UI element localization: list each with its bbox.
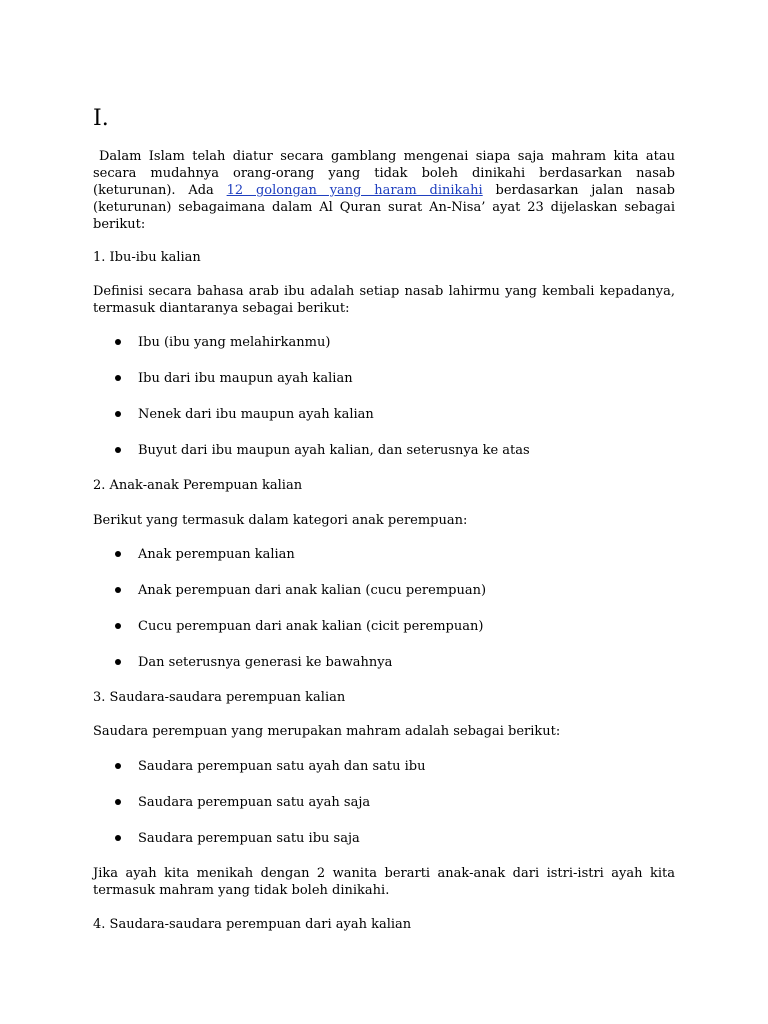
section-3-description: Saudara perempuan yang merupakan mahram adalah sebagai berikut: (93, 724, 561, 739)
list-item (115, 654, 392, 671)
bullet-icon (115, 623, 121, 629)
list-item-text: Buyut dari ibu maupun ayah kalian, dan seterusnya ke atas (138, 443, 530, 458)
section-1-description: Definisi secara bahasa arab ibu adalah setiap nasab lahirmu yang kembali kepadanya, termasuk diantaranya sebagai berikut: (93, 284, 675, 316)
list-item (115, 830, 360, 847)
list-item (115, 370, 353, 387)
list-item (115, 546, 295, 563)
list-item-text: Anak perempuan kalian (138, 547, 295, 562)
list-item (115, 618, 483, 635)
bullet-icon (115, 375, 121, 381)
section-3-note: Jika ayah kita menikah dengan 2 wanita berarti anak-anak dari istri-istri ayah kita termasuk mahram yang tidak boleh dinikahi. (93, 866, 675, 898)
list-item (115, 406, 374, 423)
section-1-title: 1. Ibu-ibu kalian (93, 250, 201, 265)
bullet-icon (115, 659, 121, 665)
section-3-title: 3. Saudara-saudara perempuan kalian (93, 690, 346, 705)
section-heading: I. (93, 106, 109, 131)
bullet-icon (115, 339, 121, 345)
section-2-title: 2. Anak-anak Perempuan kalian (93, 478, 303, 493)
list-item-text: Saudara perempuan satu ayah saja (138, 795, 371, 810)
bullet-icon (115, 763, 121, 769)
list-item (115, 442, 530, 459)
list-item-text: Saudara perempuan satu ibu saja (138, 831, 360, 846)
list-item-text: Saudara perempuan satu ayah dan satu ibu (138, 759, 426, 774)
list-item-text: Anak perempuan dari anak kalian (cucu perempuan) (138, 583, 487, 598)
list-item-text: Dan seterusnya generasi ke bawahnya (138, 655, 393, 670)
intro-text-after-link: berdasarkan jalan nasab (keturunan) sebagaimana dalam Al Quran surat An-Nisa’ ayat 23 dijelaskan sebagai berikut: (93, 183, 675, 232)
list-item (115, 582, 486, 599)
bullet-icon (115, 551, 121, 557)
list-item (115, 334, 330, 351)
list-item (115, 794, 370, 811)
section-2-description: Berikut yang termasuk dalam kategori anak perempuan: (93, 513, 468, 528)
intro-text-before-link: Dalam Islam telah diatur secara gamblang mengenai siapa saja mahram kita atau secara mudahnya orang-orang yang tidak boleh dinikahi berdasarkan nasab (keturunan). Ada (93, 149, 675, 198)
bullet-icon (115, 587, 121, 593)
list-item-text: Ibu dari ibu maupun ayah kalian (138, 371, 353, 386)
list-item-text: Ibu (ibu yang melahirkanmu) (138, 335, 331, 350)
bullet-icon (115, 447, 121, 453)
list-item (115, 758, 425, 775)
intro-paragraph (93, 148, 675, 233)
bullet-icon (115, 799, 121, 805)
list-item-text: Cucu perempuan dari anak kalian (cicit perempuan) (138, 619, 484, 634)
bullet-icon (115, 835, 121, 841)
section-4-title: 4. Saudara-saudara perempuan dari ayah kalian (93, 917, 412, 932)
golongan-haram-link[interactable]: 12 golongan yang haram dinikahi (226, 183, 483, 198)
bullet-icon (115, 411, 121, 417)
list-item-text: Nenek dari ibu maupun ayah kalian (138, 407, 374, 422)
